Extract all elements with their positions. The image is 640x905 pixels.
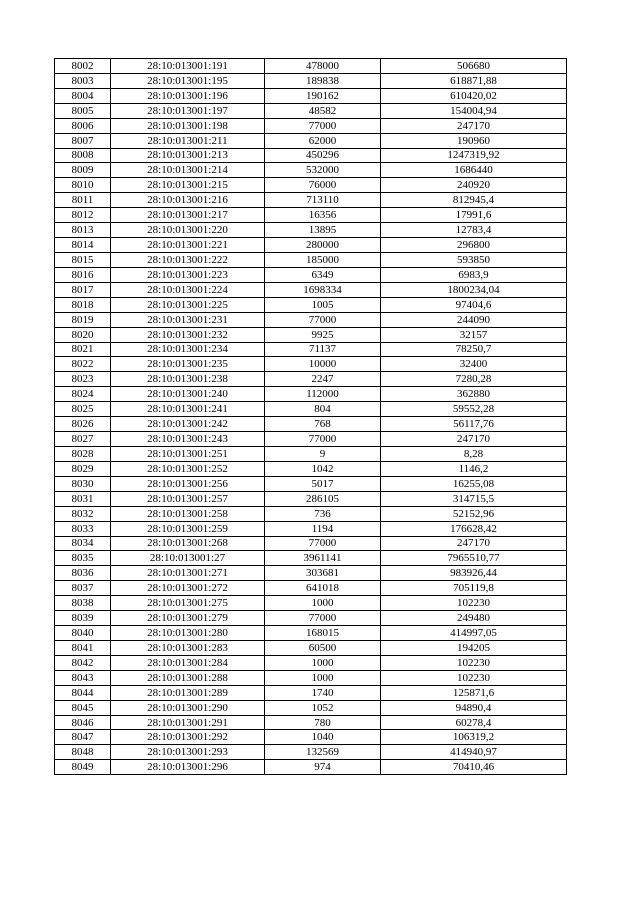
cadastral-number-cell: 28:10:013001:224: [111, 282, 265, 297]
area-cell: 10000: [265, 357, 381, 372]
area-cell: 16356: [265, 208, 381, 223]
area-cell: 77000: [265, 118, 381, 133]
cadastral-number-cell: 28:10:013001:217: [111, 208, 265, 223]
cadastral-number-cell: 28:10:013001:291: [111, 715, 265, 730]
area-cell: 768: [265, 417, 381, 432]
table-row: [55, 372, 567, 387]
row-number-cell: 8027: [55, 432, 111, 447]
table-row: [55, 148, 567, 163]
area-cell: 1000: [265, 655, 381, 670]
area-cell: 112000: [265, 387, 381, 402]
area-cell: 60500: [265, 640, 381, 655]
row-number-cell: 8020: [55, 327, 111, 342]
row-number-cell: 8005: [55, 103, 111, 118]
table-row: [55, 491, 567, 506]
cadastral-number-cell: 28:10:013001:279: [111, 611, 265, 626]
row-number-cell: 8007: [55, 133, 111, 148]
cadastral-number-cell: 28:10:013001:238: [111, 372, 265, 387]
row-number-cell: 8028: [55, 446, 111, 461]
cadastral-number-cell: 28:10:013001:213: [111, 148, 265, 163]
table-row: [55, 521, 567, 536]
row-number-cell: 8049: [55, 760, 111, 775]
row-number-cell: 8016: [55, 267, 111, 282]
cadastral-number-cell: 28:10:013001:271: [111, 566, 265, 581]
area-cell: 1740: [265, 685, 381, 700]
row-number-cell: 8043: [55, 670, 111, 685]
value-cell: 17991,6: [381, 208, 567, 223]
row-number-cell: 8029: [55, 461, 111, 476]
cadastral-number-cell: 28:10:013001:232: [111, 327, 265, 342]
cadastral-number-cell: 28:10:013001:275: [111, 596, 265, 611]
table-row: [55, 118, 567, 133]
area-cell: 1040: [265, 730, 381, 745]
row-number-cell: 8021: [55, 342, 111, 357]
area-cell: 1005: [265, 297, 381, 312]
area-cell: 185000: [265, 252, 381, 267]
table-row: [55, 760, 567, 775]
table-body: [55, 59, 567, 775]
value-cell: 154004,94: [381, 103, 567, 118]
area-cell: 71137: [265, 342, 381, 357]
area-cell: 280000: [265, 238, 381, 253]
value-cell: 70410,46: [381, 760, 567, 775]
table-row: [55, 178, 567, 193]
row-number-cell: 8002: [55, 59, 111, 74]
row-number-cell: 8032: [55, 506, 111, 521]
cadastral-number-cell: 28:10:013001:211: [111, 133, 265, 148]
row-number-cell: 8006: [55, 118, 111, 133]
area-cell: 48582: [265, 103, 381, 118]
value-cell: 7280,28: [381, 372, 567, 387]
row-number-cell: 8022: [55, 357, 111, 372]
row-number-cell: 8046: [55, 715, 111, 730]
cadastral-number-cell: 28:10:013001:257: [111, 491, 265, 506]
table-row: [55, 506, 567, 521]
table-row: [55, 432, 567, 447]
row-number-cell: 8048: [55, 745, 111, 760]
area-cell: 1698334: [265, 282, 381, 297]
table-row: [55, 357, 567, 372]
cadastral-number-cell: 28:10:013001:243: [111, 432, 265, 447]
table-row: [55, 208, 567, 223]
value-cell: 983926,44: [381, 566, 567, 581]
row-number-cell: 8019: [55, 312, 111, 327]
value-cell: 102230: [381, 655, 567, 670]
cadastral-number-cell: 28:10:013001:221: [111, 238, 265, 253]
cadastral-number-cell: 28:10:013001:280: [111, 626, 265, 641]
cadastral-number-cell: 28:10:013001:289: [111, 685, 265, 700]
row-number-cell: 8025: [55, 402, 111, 417]
row-number-cell: 8039: [55, 611, 111, 626]
table-row: [55, 417, 567, 432]
row-number-cell: 8017: [55, 282, 111, 297]
area-cell: 9: [265, 446, 381, 461]
row-number-cell: 8003: [55, 73, 111, 88]
cadastral-number-cell: 28:10:013001:231: [111, 312, 265, 327]
value-cell: 1800234,04: [381, 282, 567, 297]
table-row: [55, 655, 567, 670]
table-row: [55, 730, 567, 745]
area-cell: 77000: [265, 536, 381, 551]
row-number-cell: 8035: [55, 551, 111, 566]
row-number-cell: 8042: [55, 655, 111, 670]
cadastral-number-cell: 28:10:013001:284: [111, 655, 265, 670]
row-number-cell: 8037: [55, 581, 111, 596]
row-number-cell: 8024: [55, 387, 111, 402]
value-cell: 176628,42: [381, 521, 567, 536]
cadastral-number-cell: 28:10:013001:195: [111, 73, 265, 88]
area-cell: 77000: [265, 611, 381, 626]
value-cell: 1686440: [381, 163, 567, 178]
cadastral-number-cell: 28:10:013001:216: [111, 193, 265, 208]
area-cell: 5017: [265, 476, 381, 491]
cadastral-number-cell: 28:10:013001:288: [111, 670, 265, 685]
table-row: [55, 745, 567, 760]
value-cell: 506680: [381, 59, 567, 74]
table-row: [55, 685, 567, 700]
cadastral-number-cell: 28:10:013001:283: [111, 640, 265, 655]
cadastral-number-cell: 28:10:013001:196: [111, 88, 265, 103]
area-cell: 77000: [265, 432, 381, 447]
area-cell: 1052: [265, 700, 381, 715]
table-row: [55, 446, 567, 461]
table-row: [55, 223, 567, 238]
table-row: [55, 73, 567, 88]
value-cell: 362880: [381, 387, 567, 402]
area-cell: 804: [265, 402, 381, 417]
row-number-cell: 8012: [55, 208, 111, 223]
cadastral-number-cell: 28:10:013001:252: [111, 461, 265, 476]
value-cell: 106319,2: [381, 730, 567, 745]
value-cell: 32157: [381, 327, 567, 342]
value-cell: 8,28: [381, 446, 567, 461]
row-number-cell: 8026: [55, 417, 111, 432]
area-cell: 3961141: [265, 551, 381, 566]
row-number-cell: 8015: [55, 252, 111, 267]
value-cell: 12783,4: [381, 223, 567, 238]
cadastral-number-cell: 28:10:013001:292: [111, 730, 265, 745]
area-cell: 190162: [265, 88, 381, 103]
area-cell: 13895: [265, 223, 381, 238]
table-row: [55, 476, 567, 491]
value-cell: 247170: [381, 432, 567, 447]
table-row: [55, 312, 567, 327]
table-row: [55, 252, 567, 267]
row-number-cell: 8044: [55, 685, 111, 700]
value-cell: 247170: [381, 118, 567, 133]
area-cell: 532000: [265, 163, 381, 178]
value-cell: 247170: [381, 536, 567, 551]
area-cell: 1042: [265, 461, 381, 476]
cadastral-number-cell: 28:10:013001:251: [111, 446, 265, 461]
table-row: [55, 566, 567, 581]
table-row: [55, 238, 567, 253]
area-cell: 76000: [265, 178, 381, 193]
value-cell: 705119,8: [381, 581, 567, 596]
value-cell: 593850: [381, 252, 567, 267]
value-cell: 610420,02: [381, 88, 567, 103]
row-number-cell: 8030: [55, 476, 111, 491]
area-cell: 6349: [265, 267, 381, 282]
table-row: [55, 536, 567, 551]
cadastral-number-cell: 28:10:013001:198: [111, 118, 265, 133]
table-row: [55, 327, 567, 342]
cadastral-number-cell: 28:10:013001:27: [111, 551, 265, 566]
cadastral-number-cell: 28:10:013001:268: [111, 536, 265, 551]
area-cell: 286105: [265, 491, 381, 506]
cadastral-number-cell: 28:10:013001:222: [111, 252, 265, 267]
cadastral-number-cell: 28:10:013001:296: [111, 760, 265, 775]
table-row: [55, 342, 567, 357]
value-cell: 314715,5: [381, 491, 567, 506]
cadastral-number-cell: 28:10:013001:240: [111, 387, 265, 402]
row-number-cell: 8031: [55, 491, 111, 506]
value-cell: 59552,28: [381, 402, 567, 417]
table-row: [55, 387, 567, 402]
cadastral-number-cell: 28:10:013001:215: [111, 178, 265, 193]
table-row: [55, 88, 567, 103]
table-row: [55, 267, 567, 282]
table-row: [55, 596, 567, 611]
row-number-cell: 8009: [55, 163, 111, 178]
value-cell: 56117,76: [381, 417, 567, 432]
value-cell: 414997,05: [381, 626, 567, 641]
table-row: [55, 715, 567, 730]
value-cell: 32400: [381, 357, 567, 372]
area-cell: 9925: [265, 327, 381, 342]
table-row: [55, 163, 567, 178]
area-cell: 478000: [265, 59, 381, 74]
value-cell: 102230: [381, 670, 567, 685]
cadastral-table: [54, 58, 567, 775]
value-cell: 618871,88: [381, 73, 567, 88]
row-number-cell: 8036: [55, 566, 111, 581]
table-row: [55, 461, 567, 476]
row-number-cell: 8034: [55, 536, 111, 551]
row-number-cell: 8033: [55, 521, 111, 536]
row-number-cell: 8004: [55, 88, 111, 103]
area-cell: 1000: [265, 670, 381, 685]
area-cell: 736: [265, 506, 381, 521]
value-cell: 16255,08: [381, 476, 567, 491]
area-cell: 974: [265, 760, 381, 775]
area-cell: 713110: [265, 193, 381, 208]
row-number-cell: 8011: [55, 193, 111, 208]
cadastral-number-cell: 28:10:013001:242: [111, 417, 265, 432]
table-row: [55, 670, 567, 685]
value-cell: 190960: [381, 133, 567, 148]
area-cell: 641018: [265, 581, 381, 596]
area-cell: 189838: [265, 73, 381, 88]
value-cell: 6983,9: [381, 267, 567, 282]
row-number-cell: 8038: [55, 596, 111, 611]
table-row: [55, 551, 567, 566]
value-cell: 78250,7: [381, 342, 567, 357]
row-number-cell: 8041: [55, 640, 111, 655]
table-row: [55, 59, 567, 74]
area-cell: 77000: [265, 312, 381, 327]
row-number-cell: 8045: [55, 700, 111, 715]
row-number-cell: 8008: [55, 148, 111, 163]
row-number-cell: 8047: [55, 730, 111, 745]
row-number-cell: 8010: [55, 178, 111, 193]
cadastral-number-cell: 28:10:013001:258: [111, 506, 265, 521]
row-number-cell: 8018: [55, 297, 111, 312]
table-row: [55, 700, 567, 715]
cadastral-number-cell: 28:10:013001:214: [111, 163, 265, 178]
cadastral-number-cell: 28:10:013001:223: [111, 267, 265, 282]
value-cell: 60278,4: [381, 715, 567, 730]
area-cell: 780: [265, 715, 381, 730]
row-number-cell: 8013: [55, 223, 111, 238]
area-cell: 168015: [265, 626, 381, 641]
value-cell: 812945,4: [381, 193, 567, 208]
cadastral-number-cell: 28:10:013001:259: [111, 521, 265, 536]
table-row: [55, 103, 567, 118]
cadastral-number-cell: 28:10:013001:272: [111, 581, 265, 596]
table-row: [55, 297, 567, 312]
value-cell: 102230: [381, 596, 567, 611]
cadastral-number-cell: 28:10:013001:191: [111, 59, 265, 74]
value-cell: 7965510,77: [381, 551, 567, 566]
area-cell: 132569: [265, 745, 381, 760]
cadastral-number-cell: 28:10:013001:293: [111, 745, 265, 760]
table-row: [55, 402, 567, 417]
cadastral-number-cell: 28:10:013001:234: [111, 342, 265, 357]
cadastral-number-cell: 28:10:013001:220: [111, 223, 265, 238]
value-cell: 125871,6: [381, 685, 567, 700]
area-cell: 303681: [265, 566, 381, 581]
value-cell: 244090: [381, 312, 567, 327]
value-cell: 97404,6: [381, 297, 567, 312]
table-row: [55, 581, 567, 596]
table-row: [55, 193, 567, 208]
table-row: [55, 133, 567, 148]
area-cell: 450296: [265, 148, 381, 163]
value-cell: 249480: [381, 611, 567, 626]
cadastral-number-cell: 28:10:013001:197: [111, 103, 265, 118]
cadastral-number-cell: 28:10:013001:290: [111, 700, 265, 715]
value-cell: 1247319,92: [381, 148, 567, 163]
table-row: [55, 640, 567, 655]
table-row: [55, 282, 567, 297]
cadastral-number-cell: 28:10:013001:225: [111, 297, 265, 312]
cadastral-number-cell: 28:10:013001:235: [111, 357, 265, 372]
area-cell: 2247: [265, 372, 381, 387]
area-cell: 1194: [265, 521, 381, 536]
table-row: [55, 626, 567, 641]
value-cell: 1146,2: [381, 461, 567, 476]
cadastral-number-cell: 28:10:013001:241: [111, 402, 265, 417]
row-number-cell: 8023: [55, 372, 111, 387]
area-cell: 62000: [265, 133, 381, 148]
row-number-cell: 8014: [55, 238, 111, 253]
value-cell: 194205: [381, 640, 567, 655]
value-cell: 94890,4: [381, 700, 567, 715]
table-row: [55, 611, 567, 626]
cadastral-number-cell: 28:10:013001:256: [111, 476, 265, 491]
value-cell: 240920: [381, 178, 567, 193]
value-cell: 52152,96: [381, 506, 567, 521]
area-cell: 1000: [265, 596, 381, 611]
row-number-cell: 8040: [55, 626, 111, 641]
value-cell: 414940,97: [381, 745, 567, 760]
value-cell: 296800: [381, 238, 567, 253]
